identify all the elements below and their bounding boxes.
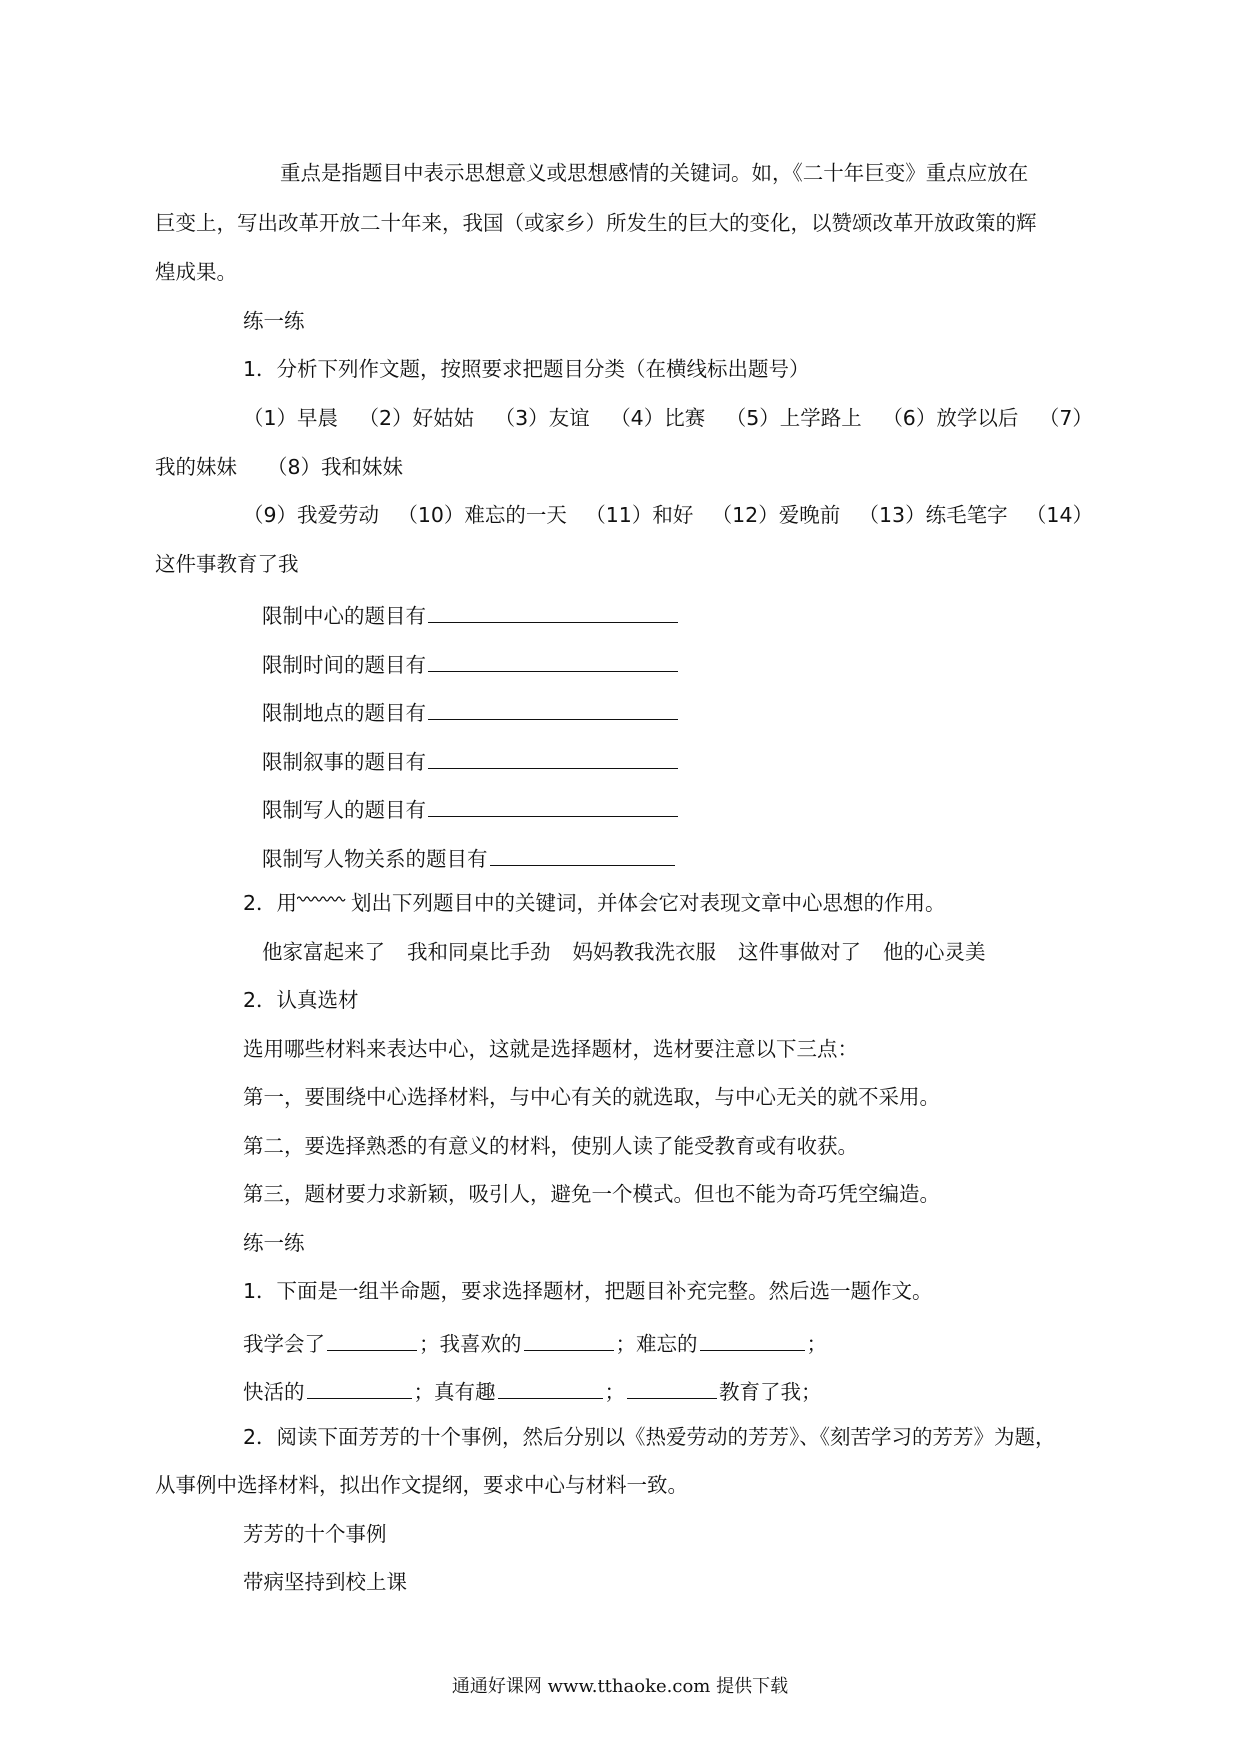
limit-relationship-line: 限制写人物关系的题目有 (262, 845, 677, 870)
answer-blank[interactable] (428, 602, 678, 623)
topic-item: （3）友谊 (494, 406, 590, 430)
wavy-underline-icon (297, 893, 347, 905)
question-2-title: 2．用 划出下列题目中的关键词，并体会它对表现文章中心思想的作用。 (243, 891, 946, 915)
page-footer: 通通好课网 www.tthaoke.com 提供下载 (451, 1676, 789, 1697)
point-2: 第二，要选择熟悉的有意义的材料，使别人读了能受教育或有收获。 (243, 1134, 858, 1158)
fill-blank-row2: 快活的 ；真有趣 ； 教育了我； (243, 1380, 822, 1404)
topic-item: （14） (1025, 503, 1093, 527)
point-1: 第一，要围绕中心选择材料，与中心有关的就选取，与中心无关的就不采用。 (243, 1085, 940, 1109)
keyword-titles-row (262, 942, 986, 963)
section-2-intro: 选用哪些材料来表达中心，这就是选择题材，选材要注意以下三点： (243, 1037, 858, 1061)
answer-blank[interactable] (428, 651, 678, 672)
topic-item: （10）难忘的一天 (397, 503, 567, 527)
title-item: 我和同桌比手劲 (407, 940, 551, 964)
practice-heading-2: 练一练 (243, 1231, 305, 1255)
point-3: 第三，题材要力求新颖，吸引人，避免一个模式。但也不能为奇巧凭空编造。 (243, 1182, 940, 1206)
practice-heading: 练一练 (243, 309, 305, 333)
answer-blank[interactable] (627, 1378, 717, 1399)
limit-person-line: 限制写人的题目有 (262, 796, 680, 821)
topic-item: （9）我爱劳动 (243, 503, 380, 527)
title-item: 这件事做对了 (738, 940, 861, 964)
title-item: 他的心灵美 (883, 940, 986, 964)
topic-list-row2-cont: 这件事教育了我 (155, 552, 299, 576)
topic-item: （4）比赛 (610, 406, 706, 430)
answer-blank[interactable] (327, 1330, 417, 1351)
topic-item: （6）放学以后 (882, 406, 1019, 430)
topic-item: （12）爱晚前 (711, 503, 841, 527)
topic-list-row2 (243, 505, 1093, 526)
limit-narrative-line: 限制叙事的题目有 (262, 748, 680, 773)
section-2-title: 2．认真选材 (243, 988, 359, 1012)
title-item: 他家富起来了 (262, 940, 385, 964)
answer-blank[interactable] (307, 1378, 412, 1399)
topic-list-row1 (243, 408, 1093, 429)
fill-blank-row1: 我学会了 ；我喜欢的 ；难忘的 ； (243, 1332, 827, 1356)
limit-place-line: 限制地点的题目有 (262, 699, 680, 724)
topic-item: （7） (1038, 406, 1093, 430)
answer-blank[interactable] (428, 699, 678, 720)
topic-item: （11）和好 (585, 503, 694, 527)
examples-heading: 芳芳的十个事例 (243, 1522, 387, 1546)
para1-line1: 重点是指题目中表示思想意义或思想感情的关键词。如，《二十年巨变》重点应放在 (280, 161, 1029, 185)
question-3-title: 1．下面是一组半命题，要求选择题材，把题目补充完整。然后选一题作文。 (243, 1279, 933, 1303)
question-4-line1: 2．阅读下面芳芳的十个事例，然后分别以《热爱劳动的芳芳》、《刻苦学习的芳芳》为题， (243, 1425, 1056, 1449)
para1-line3: 煌成果。 (155, 260, 237, 284)
topic-list-row1-cont (155, 457, 403, 478)
topic-item: （8）我和妹妹 (267, 455, 404, 479)
para1-line2: 巨变上，写出改革开放二十年来，我国（或家乡）所发生的巨大的变化，以赞颂改革开放政策的辉 (155, 211, 1037, 235)
title-item: 妈妈教我洗衣服 (572, 940, 716, 964)
question-4-line2: 从事例中选择材料，拟出作文提纲，要求中心与材料一致。 (155, 1473, 688, 1497)
answer-blank[interactable] (428, 796, 678, 817)
topic-item: （13）练毛笔字 (858, 503, 1008, 527)
limit-time-line: 限制时间的题目有 (262, 651, 680, 676)
answer-blank[interactable] (428, 748, 678, 769)
answer-blank[interactable] (524, 1330, 614, 1351)
topic-item: （2）好姑姑 (358, 406, 475, 430)
answer-blank[interactable] (498, 1378, 603, 1399)
limit-center-line: 限制中心的题目有 (262, 602, 680, 627)
topic-item: （5）上学路上 (725, 406, 862, 430)
answer-blank[interactable] (700, 1330, 805, 1351)
example-item-1: 带病坚持到校上课 (243, 1570, 407, 1594)
question-1-title: 1．分析下列作文题，按照要求把题目分类（在横线标出题号） (243, 357, 810, 381)
answer-blank[interactable] (490, 845, 675, 866)
topic-item: 我的妹妹 (155, 455, 237, 479)
topic-item: （1）早晨 (243, 406, 339, 430)
